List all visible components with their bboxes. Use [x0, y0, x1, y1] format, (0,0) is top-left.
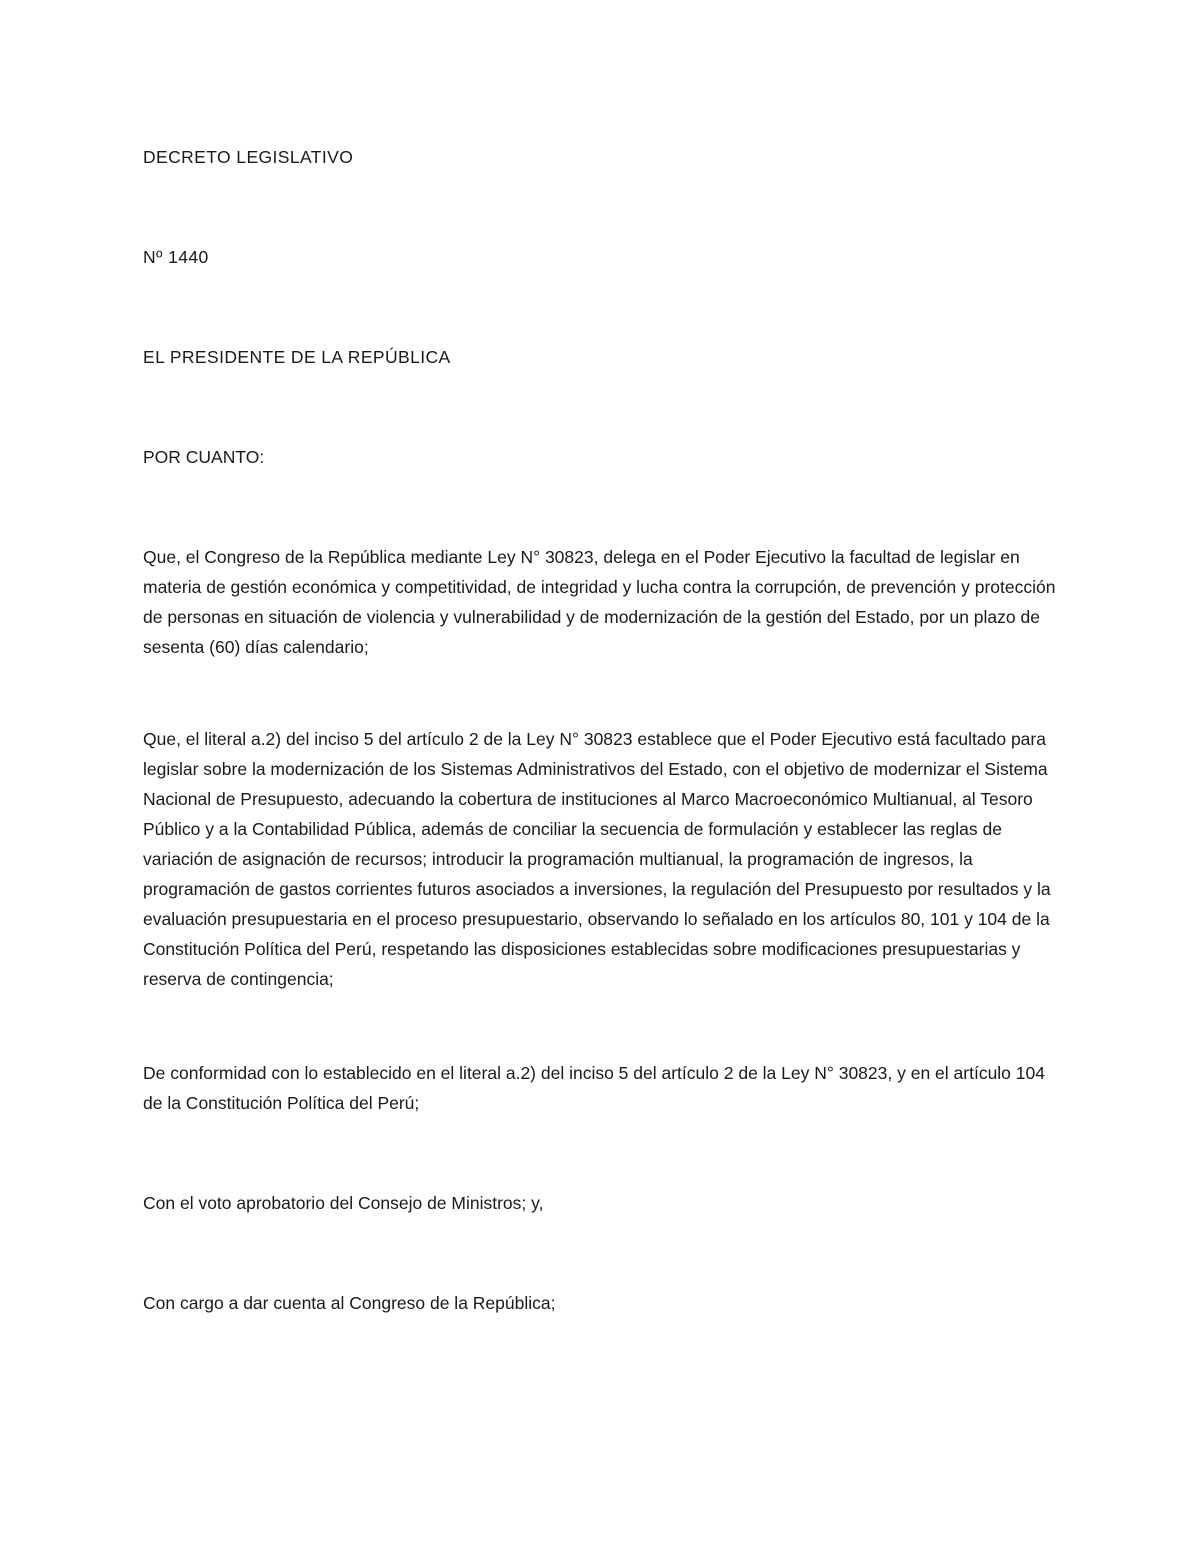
- document-issuer: EL PRESIDENTE DE LA REPÚBLICA: [143, 347, 451, 367]
- por-cuanto-heading: POR CUANTO:: [143, 447, 265, 467]
- paragraph-conformidad: De conformidad con lo establecido en el literal a.2) del inciso 5 del artículo 2 de la Ley N° 30823, y en el artículo 104 de la Constitución Política del Perú;: [143, 1063, 1045, 1113]
- document-body: [143, 142, 1058, 1318]
- document-number: Nº 1440: [143, 247, 209, 267]
- paragraph-cargo: Con cargo a dar cuenta al Congreso de la República;: [143, 1293, 556, 1313]
- paragraph-voto: Con el voto aprobatorio del Consejo de Ministros; y,: [143, 1193, 544, 1213]
- paragraph-literal: Que, el literal a.2) del inciso 5 del artículo 2 de la Ley N° 30823 establece que el Poder Ejecutivo está facultado para legislar sobre la modernización de los Sistemas Administrativos del Estado, con el objetivo de modernizar el Sistema Nacional de Presupuesto, adecuando la cobertura de instituciones al Marco Macroeconómico Multianual, al Tesoro Público y a la Contabilidad Pública, además de conciliar la secuencia de formulación y establecer las reglas de variación de asignación de recursos; introducir la programación multianual, la programación de ingresos, la programación de gastos corrientes futuros asociados a inversiones, la regulación del Presupuesto por resultados y la evaluación presupuestaria en el proceso presupuestario, observando lo señalado en los artículos 80, 101 y 104 de la Constitución Política del Perú, respetando las disposiciones establecidas sobre modificaciones presupuestarias y reserva de contingencia;: [143, 729, 1051, 989]
- paragraph-delegation: Que, el Congreso de la República mediante Ley N° 30823, delega en el Poder Ejecutivo la facultad de legislar en materia de gestión económica y competitividad, de integridad y lucha contra la corrupción, de prevención y protección de personas en situación de violencia y vulnerabilidad y de modernización de la gestión del Estado, por un plazo de sesenta (60) días calendario;: [143, 547, 1056, 657]
- document-title: DECRETO LEGISLATIVO: [143, 147, 354, 167]
